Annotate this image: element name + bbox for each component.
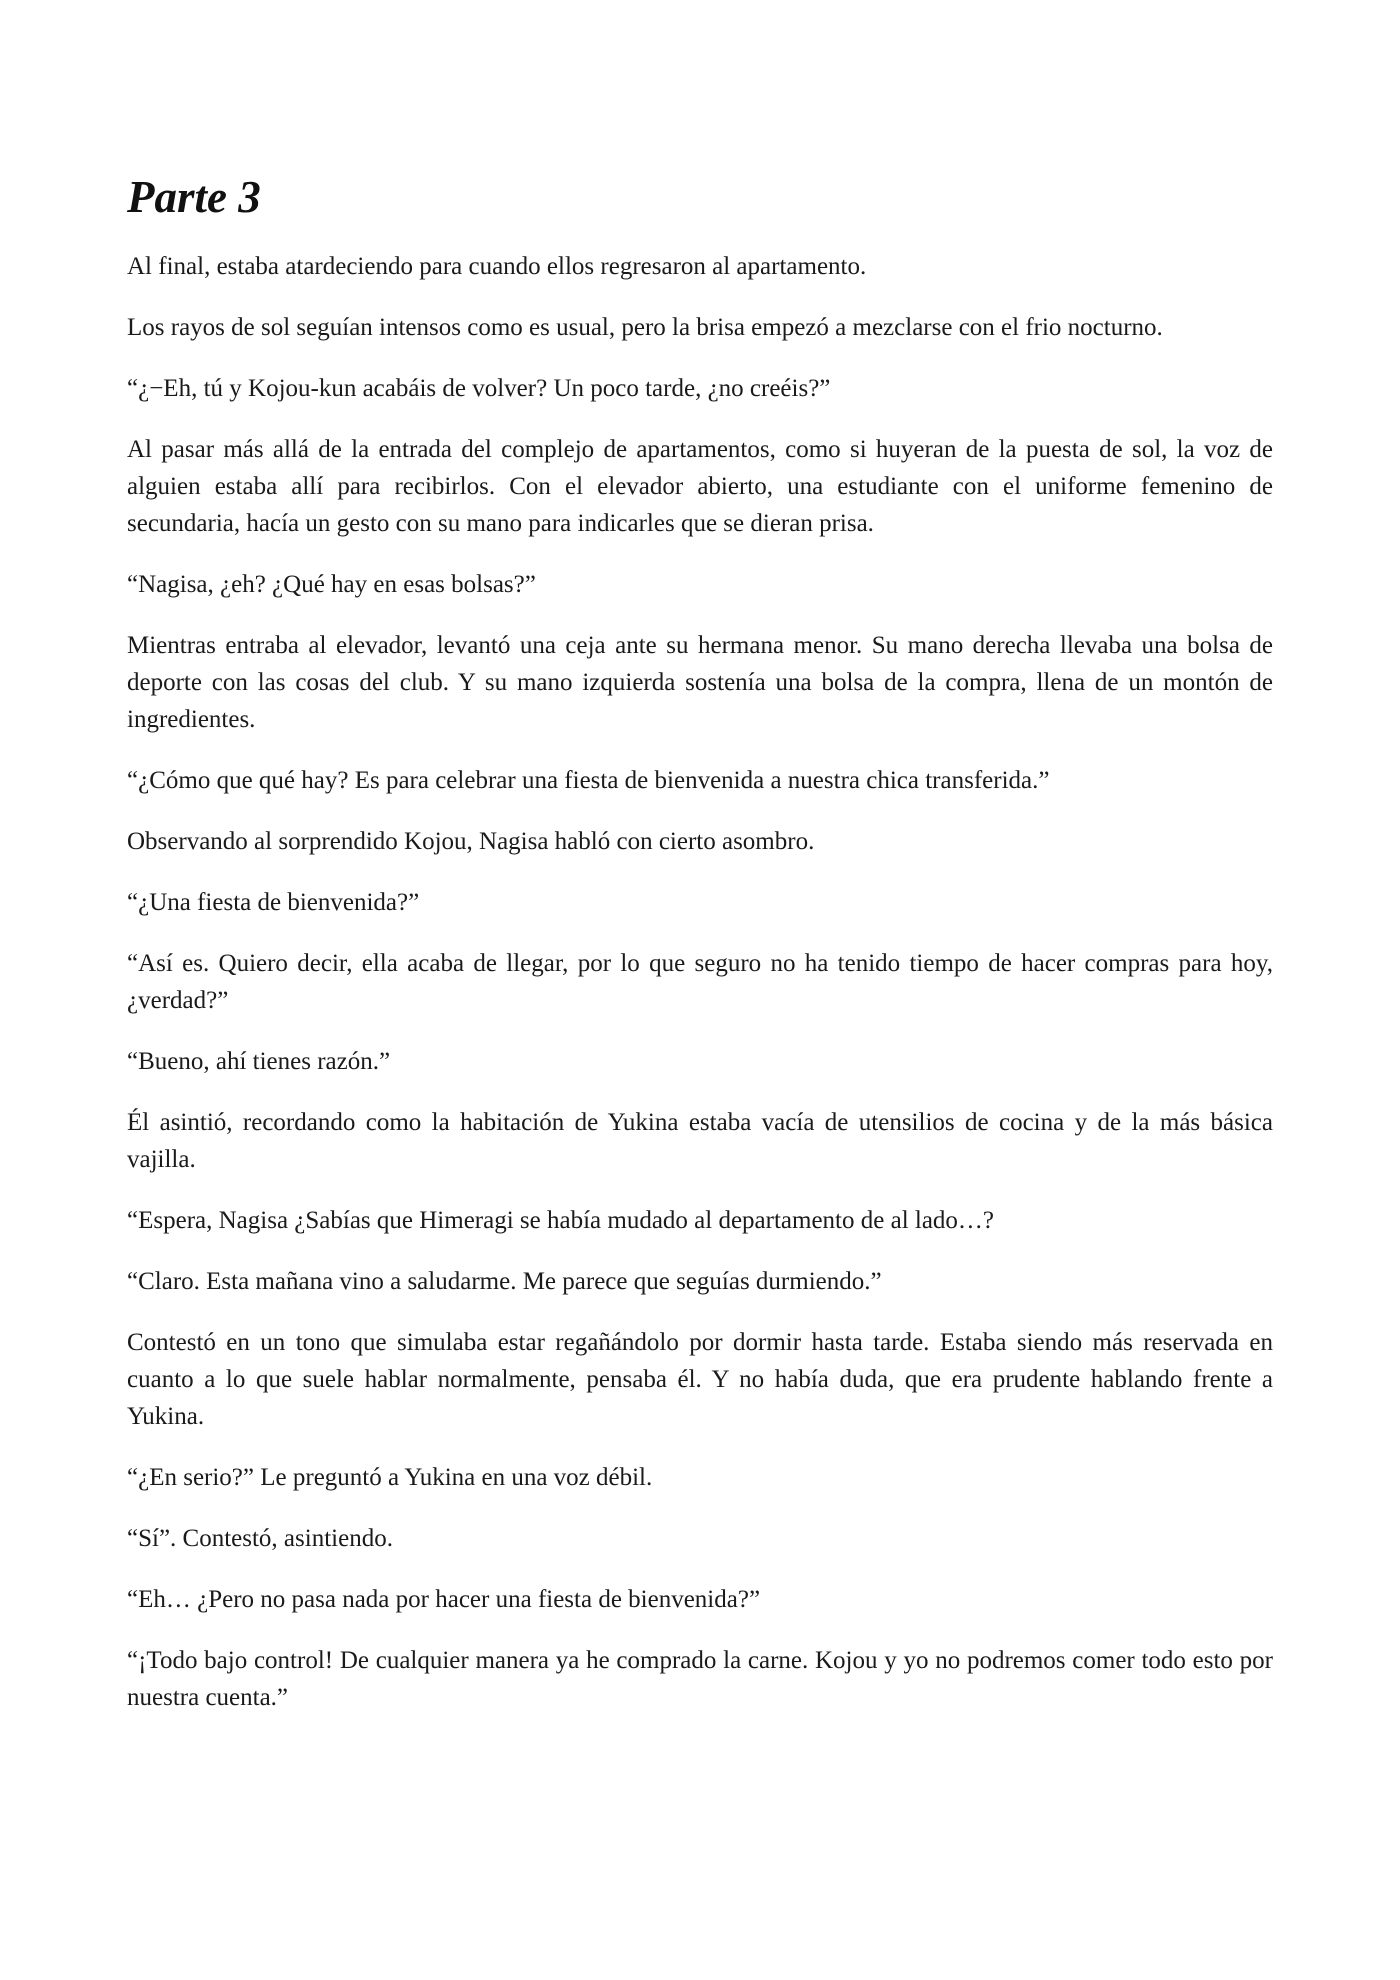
paragraph: “Espera, Nagisa ¿Sabías que Himeragi se había mudado al departamento de al lado…? [127,1207,995,1234]
paragraph: “Bueno, ahí tienes razón.” [127,1048,391,1075]
paragraph: “¿−Eh, tú y Kojou-kun acabáis de volver? Un poco tarde, ¿no creéis?” [127,375,831,402]
paragraph: “Así es. Quiero decir, ella acaba de llegar, por lo que seguro no ha tenido tiempo de hacer compras para hoy, ¿verdad?” [127,950,1273,1014]
chapter-title: Parte 3 [127,172,261,222]
paragraph: “Sí”. Contestó, asintiendo. [127,1525,393,1552]
paragraph: Mientras entraba al elevador, levantó una ceja ante su hermana menor. Su mano derecha llevaba una bolsa de deporte con las cosas del club. Y su mano izquierda sostenía una bolsa de la compra, llena de un montón de ingredientes. [127,632,1273,733]
document-page [127,168,1273,1740]
paragraph: Al final, estaba atardeciendo para cuando ellos regresaron al apartamento. [127,253,867,280]
paragraph: Los rayos de sol seguían intensos como es usual, pero la brisa empezó a mezclarse con el frio nocturno. [127,314,1163,341]
paragraph: “¡Todo bajo control! De cualquier manera ya he comprado la carne. Kojou y yo no podremos comer todo esto por nuestra cuenta.” [127,1647,1273,1711]
paragraph: Contestó en un tono que simulaba estar regañándolo por dormir hasta tarde. Estaba siendo más reservada en cuanto a lo que suele hablar normalmente, pensaba él. Y no había duda, que era prudente hablando frente a Yukina. [127,1329,1273,1430]
paragraph: “Eh… ¿Pero no pasa nada por hacer una fiesta de bienvenida?” [127,1586,761,1613]
paragraph: “¿Una fiesta de bienvenida?” [127,889,420,916]
paragraph: “Claro. Esta mañana vino a saludarme. Me parece que seguías durmiendo.” [127,1268,882,1295]
paragraph: Él asintió, recordando como la habitación de Yukina estaba vacía de utensilios de cocina y de la más básica vajilla. [127,1109,1273,1173]
paragraph: Observando al sorprendido Kojou, Nagisa habló con cierto asombro. [127,828,815,855]
paragraph: “¿Cómo que qué hay? Es para celebrar una fiesta de bienvenida a nuestra chica transferida.” [127,767,1050,794]
paragraph: “¿En serio?” Le preguntó a Yukina en una voz débil. [127,1464,653,1491]
paragraph: Al pasar más allá de la entrada del complejo de apartamentos, como si huyeran de la puesta de sol, la voz de alguien estaba allí para recibirlos. Con el elevador abierto, una estudiante con el uniforme femenino de secundaria, hacía un gesto con su mano para indicarles que se dieran prisa. [127,436,1273,537]
paragraph: “Nagisa, ¿eh? ¿Qué hay en esas bolsas?” [127,571,536,598]
